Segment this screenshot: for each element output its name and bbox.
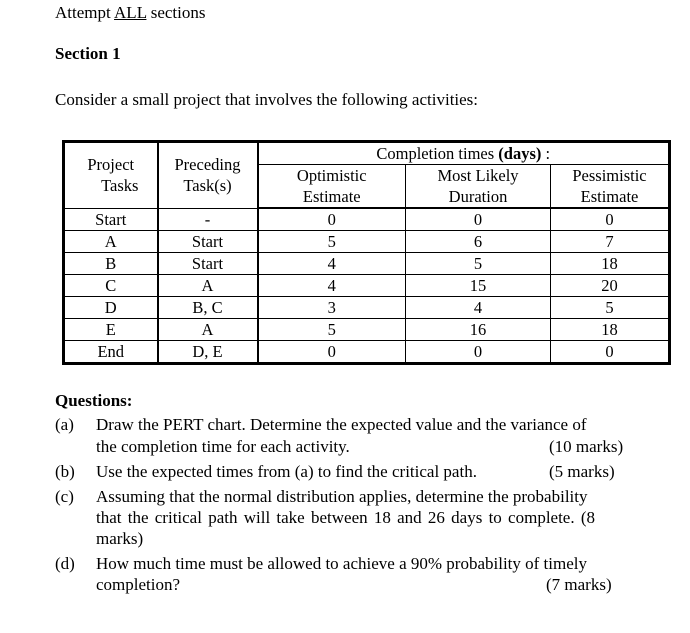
cell-pessimistic: 20 (551, 275, 670, 297)
header-pessimistic-line2: Estimate (551, 186, 670, 208)
header-preceding-line1: Preceding (174, 155, 241, 175)
cell-likely: 0 (406, 208, 551, 231)
question-a-label: (a) (55, 415, 74, 434)
activities-table (62, 140, 671, 365)
cell-task: B (64, 253, 158, 275)
cell-optimistic: 5 (258, 231, 406, 253)
cell-preceding: - (158, 208, 258, 231)
question-d-marks: (7 marks) (546, 575, 612, 594)
cell-task: C (64, 275, 158, 297)
header-completion-prefix: Completion times (376, 144, 499, 163)
section-title: Section 1 (55, 44, 121, 63)
intro-description: Consider a small project that involves the following activities: (55, 90, 479, 109)
table-row (64, 297, 670, 319)
header-project-line2: Tasks (101, 176, 139, 196)
question-b-line1: Use the expected times from (a) to find the critical path. (96, 462, 477, 481)
table-row (64, 208, 670, 231)
cell-pessimistic: 5 (551, 297, 670, 319)
question-c-line3: marks) (96, 529, 144, 548)
cell-preceding: Start (158, 231, 258, 253)
cell-task: End (64, 341, 158, 364)
attempt-instruction (55, 3, 205, 23)
cell-pessimistic: 18 (551, 319, 670, 341)
cell-preceding: B, C (158, 297, 258, 319)
table-row (64, 319, 670, 341)
cell-pessimistic: 0 (551, 341, 670, 364)
cell-likely: 16 (406, 319, 551, 341)
cell-task: A (64, 231, 158, 253)
cell-likely: 5 (406, 253, 551, 275)
cell-optimistic: 0 (258, 208, 406, 231)
header-optimistic-line1: Optimistic (258, 165, 406, 187)
cell-preceding: D, E (158, 341, 258, 364)
table-row (64, 341, 670, 364)
cell-optimistic: 3 (258, 297, 406, 319)
header-preceding-line2: Task(s) (183, 176, 232, 196)
question-b-marks: (5 marks) (549, 462, 615, 481)
header-optimistic-line2: Estimate (258, 186, 406, 208)
question-d-line1: How much time must be allowed to achieve a 90% probability of timely (96, 554, 587, 573)
header-completion-unit: (days) (498, 144, 542, 163)
question-d-line2: completion? (96, 575, 181, 594)
cell-likely: 0 (406, 341, 551, 364)
cell-likely: 6 (406, 231, 551, 253)
header-likely-line1: Most Likely (406, 165, 551, 187)
cell-task: D (64, 297, 158, 319)
cell-optimistic: 5 (258, 319, 406, 341)
cell-likely: 15 (406, 275, 551, 297)
cell-task: Start (64, 208, 158, 231)
cell-preceding: A (158, 275, 258, 297)
cell-likely: 4 (406, 297, 551, 319)
question-c-label: (c) (55, 487, 74, 506)
table-row (64, 231, 670, 253)
cell-preceding: A (158, 319, 258, 341)
header-completion-suffix: : (541, 144, 551, 163)
header-preceding-tasks (158, 142, 258, 209)
question-b-label: (b) (55, 462, 75, 481)
header-project-line1: Project (87, 155, 135, 175)
cell-pessimistic: 18 (551, 253, 670, 275)
table-row (64, 253, 670, 275)
cell-pessimistic: 0 (551, 208, 670, 231)
table-header-row (64, 142, 670, 165)
attempt-suffix: sections (146, 3, 206, 22)
cell-optimistic: 0 (258, 341, 406, 364)
cell-pessimistic: 7 (551, 231, 670, 253)
question-a-line2: the completion time for each activity. (96, 437, 350, 456)
question-d-label: (d) (55, 554, 75, 573)
cell-task: E (64, 319, 158, 341)
cell-optimistic: 4 (258, 275, 406, 297)
header-pessimistic-line1: Pessimistic (551, 165, 670, 187)
header-likely-line2: Duration (406, 186, 551, 208)
table-row (64, 275, 670, 297)
question-a-line1: Draw the PERT chart. Determine the expected value and the variance of (96, 415, 587, 434)
question-a-marks: (10 marks) (549, 437, 624, 456)
cell-optimistic: 4 (258, 253, 406, 275)
questions-heading: Questions: (55, 391, 133, 410)
question-c-line1: Assuming that the normal distribution applies, determine the probability (96, 487, 588, 506)
header-project-tasks (64, 142, 158, 209)
header-completion-times (258, 142, 670, 165)
attempt-prefix: Attempt (55, 3, 115, 22)
cell-preceding: Start (158, 253, 258, 275)
question-c-line2: that the critical path will take between 18 and 26 days to complete. (8 (96, 508, 596, 527)
attempt-all: ALL (114, 3, 147, 22)
